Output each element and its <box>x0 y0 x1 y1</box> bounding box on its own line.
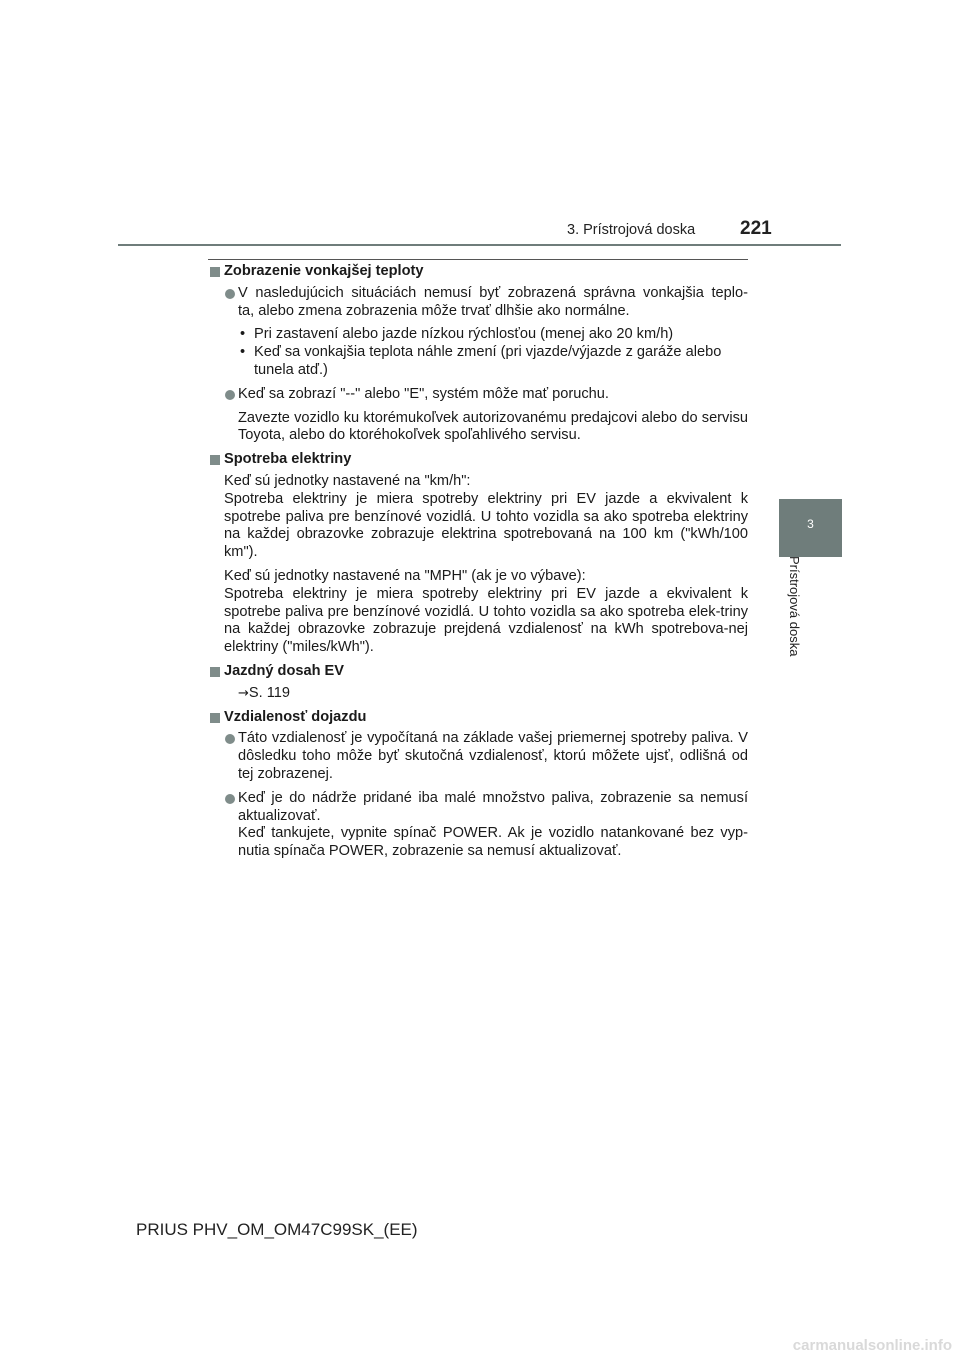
chapter-side-tab <box>779 499 842 557</box>
paragraph-text: Zavezte vozidlo ku ktorémukoľvek autorizovanému predajcovi alebo do servisu Toyota, alebo do ktoréhokoľvek spoľahlivého servisu. <box>238 409 748 444</box>
section-heading <box>208 451 748 469</box>
dot-list-item <box>208 386 748 404</box>
page-reference[interactable] <box>208 685 748 703</box>
circle-bullet-icon <box>225 794 235 804</box>
paragraph-text: Keď je do nádrže pridané iba malé množstvo paliva, zobrazenie sa nemusí aktualizovať. <box>238 789 748 824</box>
chapter-tab-number: 3 <box>807 517 814 531</box>
section-ev-range <box>208 663 748 703</box>
paragraph-text: Keď tankujete, vypnite spínač POWER. Ak je vozidlo natankované bez vyp-nutia spínača POWER, zobrazenie sa nemusí aktualizovať. <box>238 825 748 860</box>
paragraph-text: Táto vzdialenosť je vypočítaná na základe vašej priemernej spotreby paliva. V dôsledku toho môže byť skutočná vzdialenosť, ktorú môžete ujsť, odlišná od tej zobrazenej. <box>238 730 748 782</box>
bullet-list <box>208 326 748 379</box>
square-bullet-icon <box>210 667 220 677</box>
paragraph-text: Spotreba elektriny je miera spotreby elektriny pri EV jazde a ekvivalent k spotrebe paliva pre benzínové vozidlá. U tohto vozidla sa ako spotreba elek-triny na každej obrazovke zobrazuje prejdená vzdialenosť na kWh spotrebova-nej elektriny ("miles/kWh"). <box>224 585 748 656</box>
section-heading <box>208 709 748 727</box>
square-bullet-icon <box>210 713 220 723</box>
paragraph-intro: Keď sú jednotky nastavené na "km/h": <box>224 472 471 489</box>
section-heading <box>208 663 748 681</box>
paragraph-text: Spotreba elektriny je miera spotreby elektriny pri EV jazde a ekvivalent k spotrebe paliva pre benzínové vozidlá. U tohto vozidla sa ako spotreba elektriny na každej obrazovke zobrazuje elektrina spotrebovaná na 100 km ("kWh/100 km"). <box>224 490 748 561</box>
chapter-title: 3. Prístrojová doska <box>567 222 696 238</box>
page-header <box>0 0 960 250</box>
document-code: PRIUS PHV_OM_OM47C99SK_(EE) <box>136 1220 418 1239</box>
section-driving-range <box>208 709 748 861</box>
section-electricity-consumption <box>208 451 748 657</box>
list-item-text: Pri zastavení alebo jazde nízkou rýchlosťou (menej ako 20 km/h) <box>254 326 674 343</box>
paragraph <box>208 473 748 562</box>
list-item <box>208 344 748 380</box>
paragraph <box>208 568 748 657</box>
square-bullet-icon <box>210 455 220 465</box>
list-item-text: Keď sa vonkajšia teplota náhle zmení (pri vjazde/výjazde z garáže alebo tunela atď.) <box>254 344 722 378</box>
header-divider <box>118 244 841 246</box>
circle-bullet-icon <box>225 390 235 400</box>
dot-list-item <box>208 730 748 783</box>
main-content <box>208 259 748 867</box>
circle-bullet-icon <box>225 289 235 299</box>
paragraph-line: ta, alebo zmena zobrazenia môže trvať dlhšie ako normálne. <box>238 302 630 319</box>
bullet-dot-icon: • <box>240 344 246 361</box>
section-heading <box>208 263 748 281</box>
circle-bullet-icon <box>225 734 235 744</box>
bullet-dot-icon: • <box>240 326 246 343</box>
paragraph-line: V nasledujúcich situáciách nemusí byť zobrazená správna vonkajšia teplo- <box>238 284 748 301</box>
paragraph-intro: Keď sú jednotky nastavené na "MPH" (ak je vo výbave): <box>224 567 586 584</box>
dot-list-item <box>208 790 748 861</box>
section-heading-text: Vzdialenosť dojazdu <box>224 708 367 725</box>
arrow-right-icon: → <box>238 685 249 701</box>
section-outside-temperature <box>208 263 748 445</box>
paragraph-text: Keď sa zobrazí "--" alebo "E", systém môže mať poruchu. <box>238 385 609 402</box>
page-reference-text[interactable]: S. 119 <box>248 684 291 701</box>
dot-list-item <box>208 285 748 321</box>
section-heading-text: Jazdný dosah EV <box>224 662 345 679</box>
watermark: carmanualsonline.info <box>792 1337 952 1354</box>
chapter-side-label: Prístrojová doska <box>787 556 802 657</box>
square-bullet-icon <box>210 267 220 277</box>
page-number: 221 <box>740 218 772 239</box>
section-heading-text: Spotreba elektriny <box>224 451 352 468</box>
section-heading-text: Zobrazenie vonkajšej teploty <box>224 263 424 279</box>
list-item <box>208 326 748 344</box>
